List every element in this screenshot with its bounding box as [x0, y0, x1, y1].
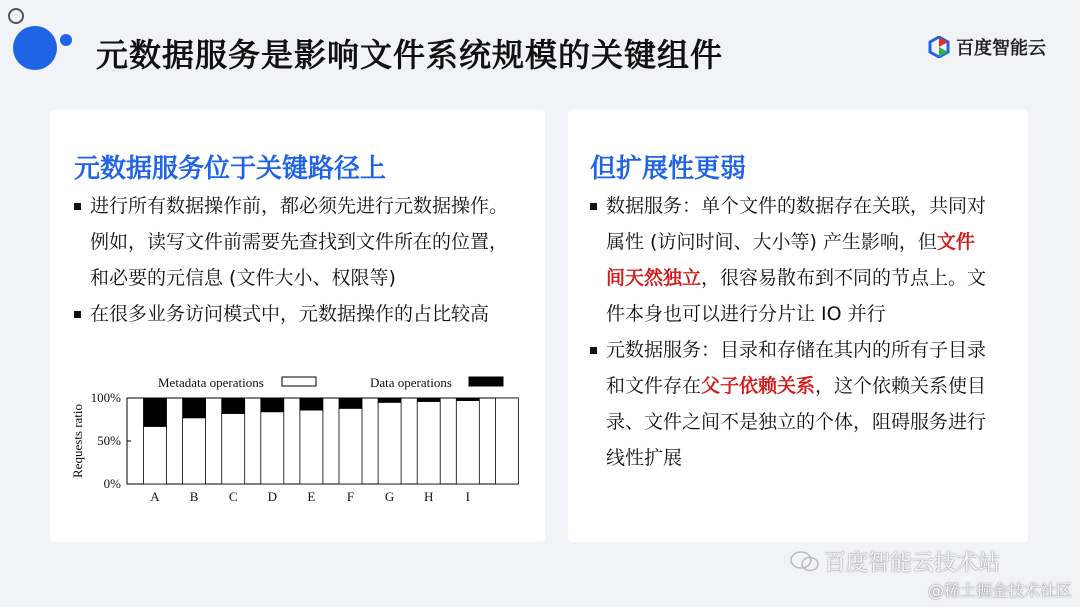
bar-metadata — [261, 412, 284, 484]
bar-metadata — [456, 401, 479, 484]
page-title: 元数据服务是影响文件系统规模的关键组件 — [96, 36, 724, 74]
bar-data — [300, 398, 323, 410]
right-card — [568, 110, 1028, 542]
highlight-text: 间天然独立 — [606, 267, 702, 289]
bar-data — [183, 398, 206, 418]
right-bullet-1 — [590, 188, 1020, 332]
x-tick-label: E — [307, 489, 316, 504]
text-span: 属性 (访问时间、大小等) 产生影响，但 — [606, 231, 937, 253]
y-tick-label: 0% — [103, 476, 121, 491]
legend-label: Metadata operations — [158, 375, 264, 390]
y-axis-label: Requests ratio — [70, 403, 85, 479]
requests-ratio-chart — [62, 362, 532, 512]
bullet-square-icon — [590, 203, 597, 210]
bullet-line: 数据服务：单个文件的数据存在关联，共同对 — [606, 195, 987, 217]
bar-data — [417, 398, 440, 401]
bar-metadata — [378, 402, 401, 484]
bullet-line — [606, 368, 1020, 404]
bar-data — [378, 398, 401, 402]
bar-data — [456, 398, 479, 401]
text-span: 和文件存在 — [606, 375, 702, 397]
x-tick-label: A — [150, 489, 160, 504]
wechat-watermark — [790, 546, 1000, 577]
decorative-circles — [0, 0, 90, 100]
bullet-line: 在很多业务访问模式中，元数据操作的占比较高 — [90, 303, 490, 325]
left-bullet-list — [74, 188, 534, 332]
watermark-text: 百度智能云技术站 — [824, 551, 1001, 576]
right-bullet-2 — [590, 332, 1020, 476]
bar-data — [144, 398, 167, 426]
x-tick-label: B — [189, 489, 199, 504]
right-card-title: 但扩展性更弱 — [590, 154, 747, 184]
bullet-square-icon — [74, 203, 81, 210]
legend-swatch — [469, 377, 503, 386]
bar-metadata — [222, 413, 245, 484]
bar-metadata — [144, 426, 167, 484]
bullet-line — [606, 260, 1020, 296]
juejin-watermark: @稀土掘金技术社区 — [927, 581, 1072, 600]
bullet-square-icon — [74, 311, 81, 318]
bullet-line: 进行所有数据操作前，都必须先进行元数据操作。 — [90, 195, 509, 217]
bar-data — [339, 398, 362, 408]
x-tick-label: C — [228, 489, 238, 504]
brand-logo — [928, 34, 1046, 60]
legend-swatch — [282, 377, 316, 386]
bar-data — [222, 398, 245, 413]
bar-metadata — [339, 408, 362, 484]
bar-data — [261, 398, 284, 412]
x-tick-label: F — [346, 489, 355, 504]
bullet-square-icon — [590, 347, 597, 354]
bar-metadata — [417, 401, 440, 484]
bullet-line: 录、文件之间不是独立的个体，阻碍服务进行 — [606, 411, 987, 433]
text-span: ，这个依赖关系使目 — [815, 375, 987, 397]
x-tick-label: D — [267, 489, 277, 504]
x-tick-label: I — [465, 489, 470, 504]
right-bullet-list — [590, 188, 1020, 476]
bullet-line: 元数据服务：目录和存储在其内的所有子目录 — [606, 339, 987, 361]
bar-metadata — [300, 410, 323, 484]
bullet-line — [606, 224, 1020, 260]
bullet-line: 线性扩展 — [606, 447, 683, 469]
bullet-line: 和必要的元信息 (文件大小、权限等) — [90, 267, 396, 289]
y-tick-label: 50% — [97, 433, 121, 448]
left-bullet-1 — [74, 188, 534, 296]
y-tick-label: 100% — [90, 390, 121, 405]
bullet-line: 件本身也可以进行分片让 IO 并行 — [606, 303, 886, 325]
left-bullet-2 — [74, 296, 534, 332]
legend-label: Data operations — [370, 375, 452, 390]
wechat-icon — [790, 550, 820, 574]
highlight-text: 文件 — [936, 231, 975, 253]
highlight-text: 父子依赖关系 — [701, 375, 816, 397]
baidu-cloud-logo-icon — [928, 36, 950, 58]
bar-metadata — [183, 418, 206, 484]
x-tick-label: H — [424, 489, 434, 504]
text-span: ，很容易散布到不同的节点上。文 — [701, 267, 987, 289]
bar-empty — [495, 398, 518, 484]
left-card-title: 元数据服务位于关键路径上 — [74, 154, 387, 184]
bullet-line: 例如，读写文件前需要先查找到文件所在的位置， — [90, 231, 509, 253]
logo-text: 百度智能云 — [956, 38, 1046, 59]
x-tick-label: G — [384, 489, 395, 504]
